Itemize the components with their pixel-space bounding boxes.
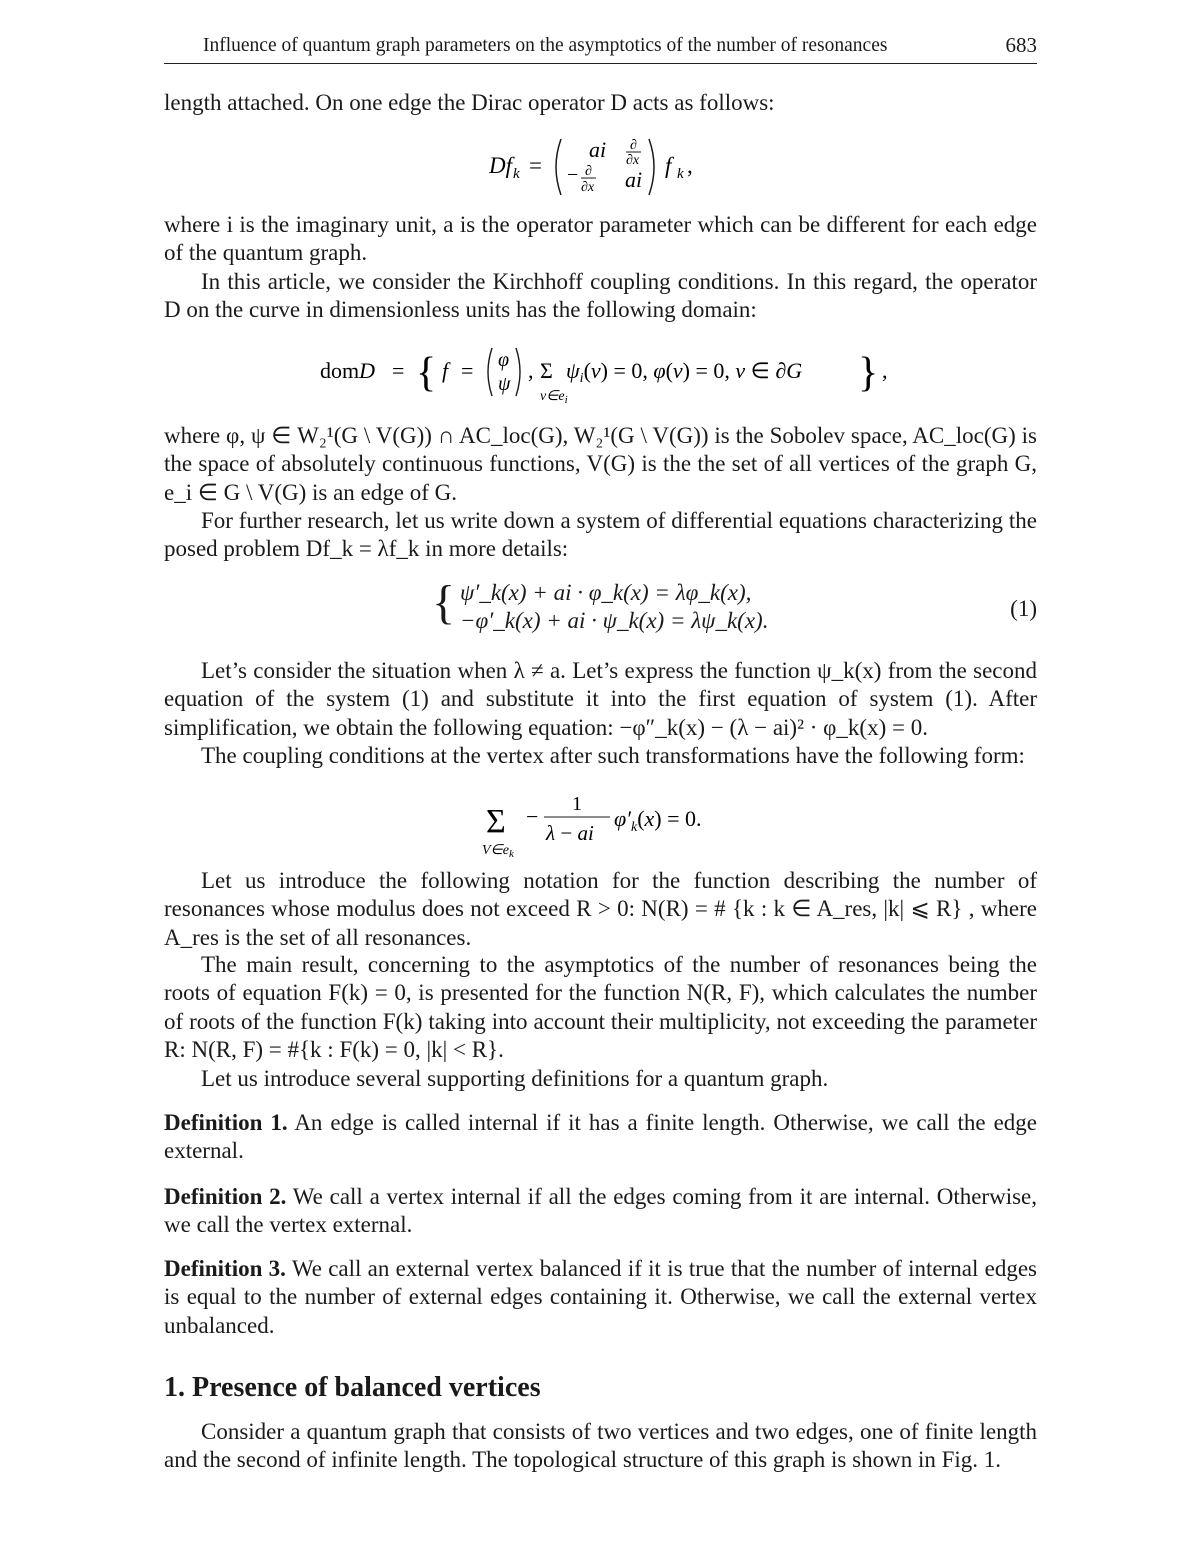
paragraph-notation [164,867,1037,952]
svg-text:Σ: Σ [486,803,506,840]
paragraph-kirchhoff [164,268,1037,325]
svg-text:v∈ei: $v\in e_i$ [540,389,568,406]
svg-text:ai: ai [589,137,607,162]
svg-text:k: k [513,166,520,182]
svg-text:ψ: ψ [498,373,511,395]
section-heading: 1. Presence of balanced vertices [164,1372,541,1403]
definition-1-label: Definition 1. [164,1110,288,1135]
paragraph-system-intro-text: For further research, let us write down a system of differential equations characterizing the posed problem Df_k = λf_k in more details: [164,508,1037,562]
svg-text:∂: ∂ [585,164,592,179]
equation-dirac-graphic [489,135,729,199]
system-lines [460,579,768,635]
paragraph-supporting [164,1065,1037,1093]
definition-1 [164,1109,1037,1166]
svg-text:domD: domD [320,358,376,383]
paragraph-main-result [164,951,1037,1065]
definition-2-label: Definition 2. [164,1184,287,1209]
system-line-2: −φ′_k(x) + ai · ψ_k(x) = λψ_k(x). [460,608,769,633]
svg-text:k: k [677,166,684,182]
svg-text:f: f [442,358,449,383]
paragraph-sobolev-text: where φ, ψ ∈ W₂¹(G \ V(G)) ∩ AC_loc(G), W₂¹(G \ V(G)) is the Sobolev space, AC_loc(G) is the space of absolutely continuous functions, V(G) is the the set of all vertices of the graph G, e_i ∈ G \ V(G) is an edge of G. [164,423,1037,505]
paragraph-lambda-text: Let’s consider the situation when λ ≠ a. Let’s express the function ψ_k(x) from the second equation of the system (1) and substitute it into the first equation of system (1). After simplification, we obtain the following equation: −φ″_k(x) − (λ − ai)² · φ_k(x) = 0. [164,658,1037,740]
svg-text:=: = [529,153,542,178]
equation-domain [320,338,900,414]
paragraph-lambda [164,657,1037,742]
paragraph-main-result-text: The main result, concerning to the asymptotics of the number of resonances being the roots of equation F(k) = 0, is presented for the function N(R, F), which calculates the number of roots of the function F(k) taking into account their multiplicity, not exceeding the parameter R: N(R, F) = #{k : F(k) = 0, |k| < R}. [164,952,1037,1063]
svg-text:ψi(v) = 0, φ(v) = 0, v ∈ ∂G: ψi(v) = 0, φ(v) = 0, v ∈ ∂G [566,358,803,386]
paragraph-supporting-text: Let us introduce several supporting definitions for a quantum graph. [201,1066,829,1091]
equation-domain-graphic [320,338,900,408]
definition-2-text: We call a vertex internal if all the edges coming from it are internal. Otherwise, we call the vertex external. [164,1184,1037,1238]
paragraph-intro [164,89,1037,117]
system-line-1: ψ′_k(x) + ai · φ_k(x) = λφ_k(x), [460,580,752,605]
paragraph-sobolev [164,422,1037,507]
svg-text:ai: ai [625,167,643,192]
definition-3-label: Definition 3. [164,1256,286,1281]
equation-coupling-graphic [482,790,742,860]
definition-1-text: An edge is called internal if it has a finite length. Otherwise, we call the edge external. [164,1110,1038,1164]
system-brace: { [432,576,456,629]
svg-text:−: − [526,804,539,829]
svg-text:=: = [461,358,474,383]
svg-text:,: , [882,358,888,383]
paragraph-system-intro [164,507,1037,564]
paragraph-intro-text: length attached. On one edge the Dirac operator D acts as follows: [164,90,775,115]
paragraph-graph [164,1418,1037,1475]
page-number: 683 [1005,33,1037,57]
svg-text:,: , [687,153,693,178]
svg-text:}: } [858,350,879,396]
definition-3-text: We call an external vertex balanced if it is true that the number of internal edges is equal to the number of external edges containing it. Otherwise, we call the external vertex unbalanced. [164,1256,1037,1338]
svg-text:Σ: Σ [540,358,553,383]
svg-text:−: − [567,164,579,186]
svg-text:∂x: ∂x [626,153,640,168]
paragraph-where-i-text: where i is the imaginary unit, a is the operator parameter which can be different for each edge of the quantum graph. [164,212,1037,266]
svg-text:φ′k(x) = 0.: $\varphi'_k(x) = 0$. [614,806,702,835]
svg-text:{: { [416,350,437,396]
paragraph-where-i [164,211,1037,268]
paragraph-notation-text: Let us introduce the following notation for the function describing the number of resonances whose modulus does not exceed R > 0: N(R) = # {k : k ∈ A_res, |k| ⩽ R} , where A_res is the set of all resonances. [164,868,1037,950]
equation-dirac [489,135,729,205]
paragraph-coupling [164,742,1037,770]
equation-coupling [482,790,742,866]
paragraph-coupling-text: The coupling conditions at the vertex after such transformations have the following form: [201,743,1025,768]
svg-text:,: , [528,358,534,383]
definition-2 [164,1183,1037,1240]
paragraph-kirchhoff-text: In this article, we consider the Kirchhoff coupling conditions. In this regard, the operator D on the curve in dimensionless units has the following domain: [164,269,1037,323]
svg-text:∂x: ∂x [581,180,595,195]
svg-text:V∈ek: $V\in e_k$ [482,843,514,860]
svg-text:f: f [665,153,672,178]
svg-text:1: 1 [572,793,582,815]
running-title: Influence of quantum graph parameters on the asymptotics of the number of resonances [203,35,888,56]
svg-text:∂: ∂ [630,138,637,153]
definition-3 [164,1255,1037,1340]
paper-page [164,0,1037,1553]
svg-text:Df: Df [489,153,512,178]
svg-text:φ: φ [498,349,510,371]
equation-number-1: (1) [1010,596,1037,621]
paragraph-graph-text: Consider a quantum graph that consists of two vertices and two edges, one of finite length and the second of infinite length. The topological structure of this graph is shown in Fig. 1. [164,1419,1037,1473]
svg-text:λ − ai: λ − ai [546,821,594,845]
svg-text:=: = [392,358,405,383]
running-header [164,33,1037,64]
